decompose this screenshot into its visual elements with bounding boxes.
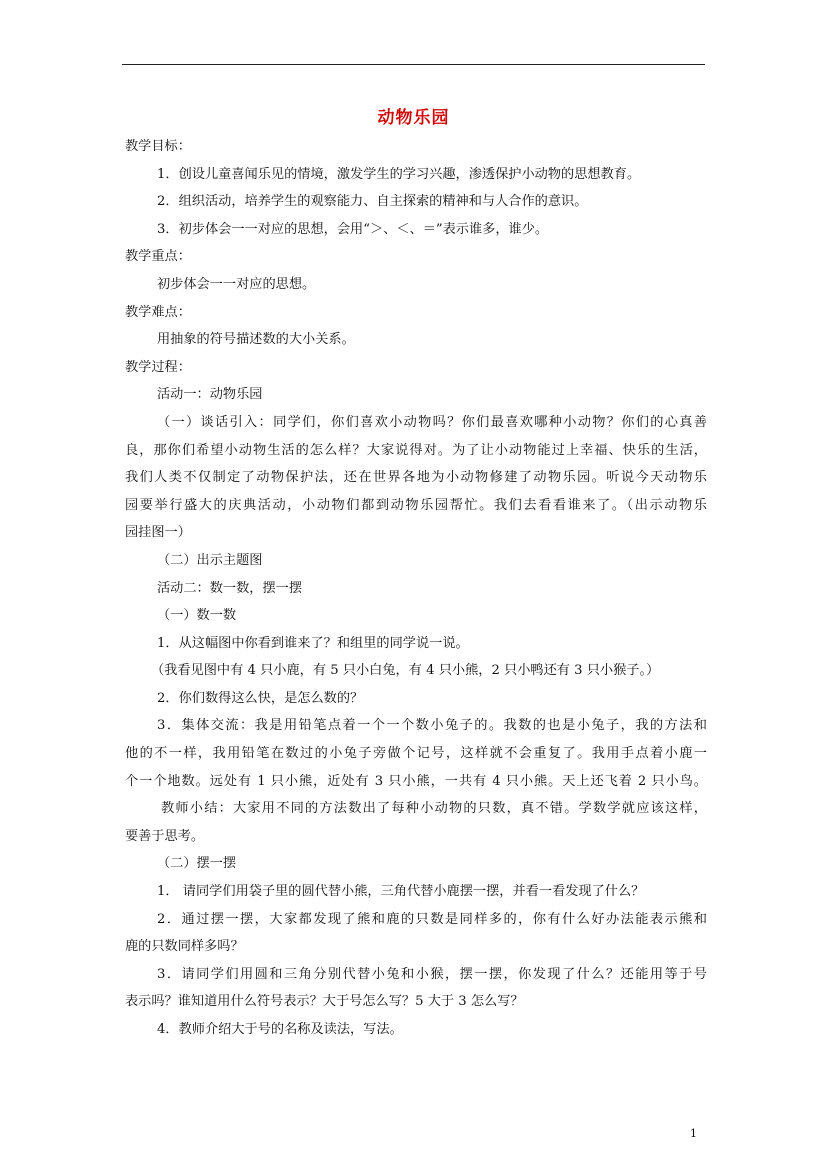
paragraph-line: 教学过程： (125, 359, 191, 375)
paragraph-line: 教学目标： (125, 139, 191, 154)
header-rule (122, 64, 705, 65)
paragraph-line: 4．教师介绍大于号的名称及读法，写法。 (157, 1022, 403, 1037)
paragraph-line: 要善于思考。 (125, 828, 205, 844)
paragraph-line: 初步体会一一对应的思想。 (157, 276, 316, 292)
document-body (125, 133, 707, 1044)
paragraph-line: （我看见图中有 4 只小鹿，有 5 只小白兔，有 4 只小熊，2 只小鸭还有 3 只小猴子。） (151, 663, 660, 679)
paragraph-line: 2．你们数得这么快，是怎么数的？ (157, 690, 364, 706)
paragraph-line: 教师小结：大家用不同的方法数出了每种小动物的只数，真不错。学数学就应该这样， (161, 801, 707, 817)
paragraph-line: 活动二：数一数，摆一摆 (157, 580, 303, 596)
paragraph-line: 活动一：动物乐园 (157, 387, 263, 403)
paragraph-line: 2．通过摆一摆，大家都发现了熊和鹿的只数是同样多的，你有什么好办法能表示熊和 (157, 911, 707, 927)
paragraph-line: 鹿的只数同样多吗？ (125, 939, 244, 955)
paragraph-line: 我们人类不仅制定了动物保护法，还在世界各地为小动物修建了动物乐园。听说今天动物乐 (125, 470, 707, 486)
paragraph-line: 他的不一样，我用铅笔在数过的小兔子旁做个记号，这样就不会重复了。我用手点着小鹿一 (125, 746, 707, 762)
paragraph-line: 2．组织活动，培养学生的观察能力、自主探索的精神和与人合作的意识。 (157, 194, 588, 210)
paragraph-line: 教学难点： (125, 304, 191, 320)
paragraph-line: 1．从这幅图中你看到谁来了？和组里的同学说一说。 (157, 635, 469, 651)
paragraph-line: （一）谈话引入：同学们，你们喜欢小动物吗？你们最喜欢哪种小动物？你们的心真善 (157, 414, 707, 430)
paragraph-line: （一）数一数 (157, 608, 237, 624)
paragraph-line: （二）出示主题图 (157, 552, 263, 568)
paragraph-line: 表示吗？谁知道用什么符号表示？大于号怎么写？5 大于 3 怎么写？ (125, 994, 524, 1010)
paragraph-line: 1．创设儿童喜闻乐见的情境，激发学生的学习兴趣，渗透保护小动物的思想教育。 (157, 166, 641, 182)
paragraph-line: 3．初步体会一一对应的思想，会用“＞、＜、＝”表示谁多，谁少。 (157, 221, 549, 237)
document-title: 动物乐园 (377, 108, 450, 128)
paragraph-line: （二）摆一摆 (157, 856, 237, 872)
paragraph-line: 教学重点： (125, 249, 191, 265)
page-number: 1 (690, 1127, 697, 1140)
paragraph-line: 园挂图一） (125, 525, 191, 541)
paragraph-line: 个一个地数。远处有 1 只小熊，近处有 3 只小熊，一共有 4 只小熊。天上还飞着 2 只小鸟。 (125, 773, 707, 789)
paragraph-line: 3．请同学们用圆和三角分别代替小兔和小猴，摆一摆，你发现了什么？还能用等于号 (157, 966, 707, 982)
paragraph-line: 用抽象的符号描述数的大小关系。 (157, 332, 355, 348)
paragraph-line: 良，那你们希望小动物生活的怎么样？大家说得对。为了让小动物能过上幸福、快乐的生活， (125, 442, 707, 458)
paragraph-line: 3．集体交流：我是用铅笔点着一个一个数小兔子的。我数的也是小兔子，我的方法和 (157, 718, 707, 734)
paragraph-line: 园要举行盛大的庆典活动，小动物们都到动物乐园帮忙。我们去看看谁来了。（出示动物乐 (125, 497, 707, 513)
paragraph-line: 1． 请同学们用袋子里的圆代替小熊，三角代替小鹿摆一摆，并看一看发现了什么？ (157, 884, 645, 900)
